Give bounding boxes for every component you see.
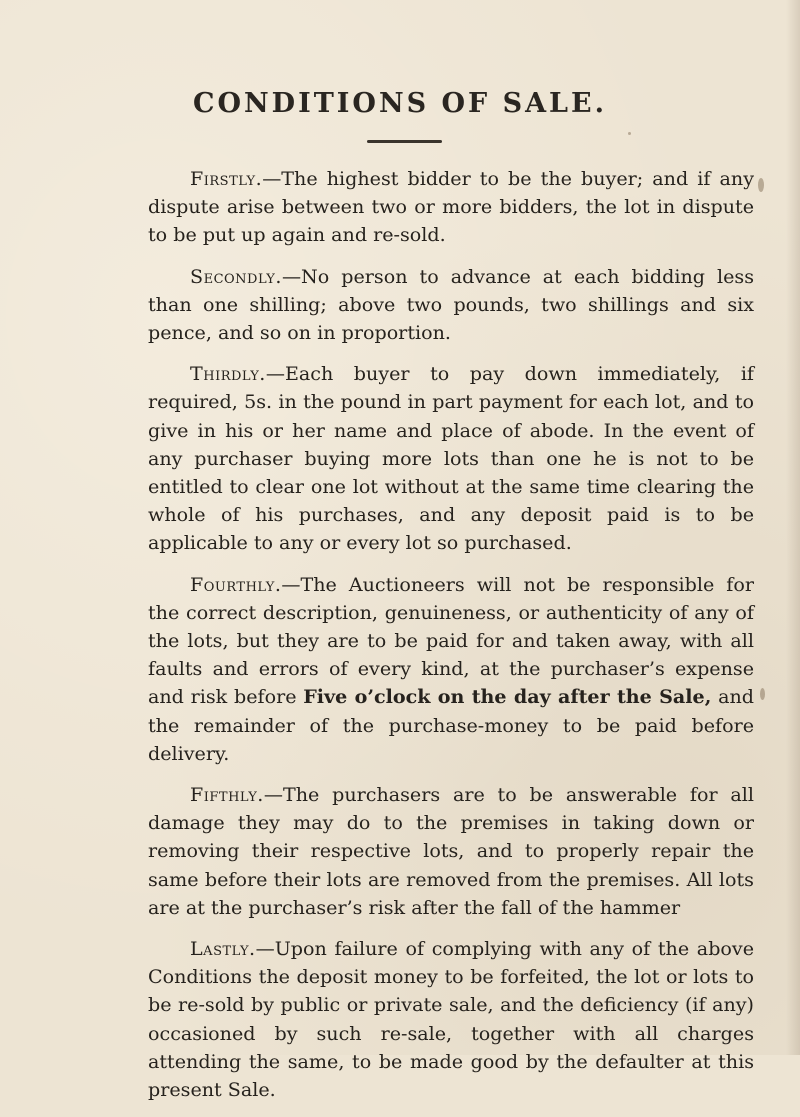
condition-text: —No person to advance at each bidding less than one shilling; above two pounds, two shillings and six pence, and so on in proportion. bbox=[148, 264, 754, 345]
paper-speck bbox=[760, 688, 765, 700]
condition-lead: Lastly. bbox=[190, 937, 256, 961]
condition-lead: Secondly. bbox=[190, 264, 282, 288]
title-divider bbox=[367, 140, 442, 143]
condition-thirdly bbox=[148, 360, 754, 557]
condition-text: and the remainder of the purchase-money to be paid before delivery. bbox=[148, 685, 754, 765]
condition-text: —The Auctioneers will not be responsible for the correct description, genuineness, or authenticity of any of the lots, but they are to be paid for and taken away, with all faults and errors of every kind, at the purchaser’s expense and risk before bbox=[148, 572, 754, 709]
condition-firstly bbox=[148, 165, 754, 250]
conditions-body bbox=[148, 165, 754, 1117]
condition-lead: Firstly. bbox=[190, 167, 263, 190]
condition-text: —The purchasers are to be answerable for all damage they may do to the premises in taking down or removing their respective lots, and to properly repair the same before their lots are removed from the premises. All lots are at the purchaser’s risk after the fall of the hammer bbox=[148, 783, 754, 919]
paper-speck bbox=[628, 132, 631, 135]
condition-text: —Each buyer to pay down immediately, if required, 5s. in the pound in part payment for each lot, and to give in his or her name and place of abode. In the event of any purchaser buying more lots than one he is not to be entitled to clear one lot without at the same time clearing the whole of his purchases, and any deposit paid is to be applicable to any or every lot so purchased. bbox=[148, 362, 754, 555]
condition-fifthly bbox=[148, 781, 754, 922]
condition-lead: Thirdly. bbox=[190, 362, 266, 386]
condition-emphasis: Five o’clock on the day after the Sale, bbox=[303, 685, 712, 709]
condition-fourthly bbox=[148, 571, 754, 768]
paper-speck bbox=[758, 178, 764, 192]
condition-text: —The highest bidder to be the buyer; and if any dispute arise between two or more bidders, the lot in dispute to be put up again and re-sold. bbox=[148, 167, 754, 247]
condition-lead: Fourthly. bbox=[190, 572, 282, 596]
condition-lead: Fifthly. bbox=[190, 783, 264, 807]
page-title: CONDITIONS OF SALE. bbox=[192, 88, 608, 119]
condition-secondly bbox=[148, 263, 754, 348]
page-edge-shadow bbox=[786, 0, 800, 1055]
condition-text: —Upon failure of complying with any of the above Conditions the deposit money to be forfeited, the lot or lots to be re-sold by public or private sale, and the deficiency (if any) occasioned by such re-sale, together with all charges attending the same, to be made good by the defaulter at this present Sale. bbox=[148, 937, 754, 1102]
condition-lastly bbox=[148, 935, 754, 1104]
